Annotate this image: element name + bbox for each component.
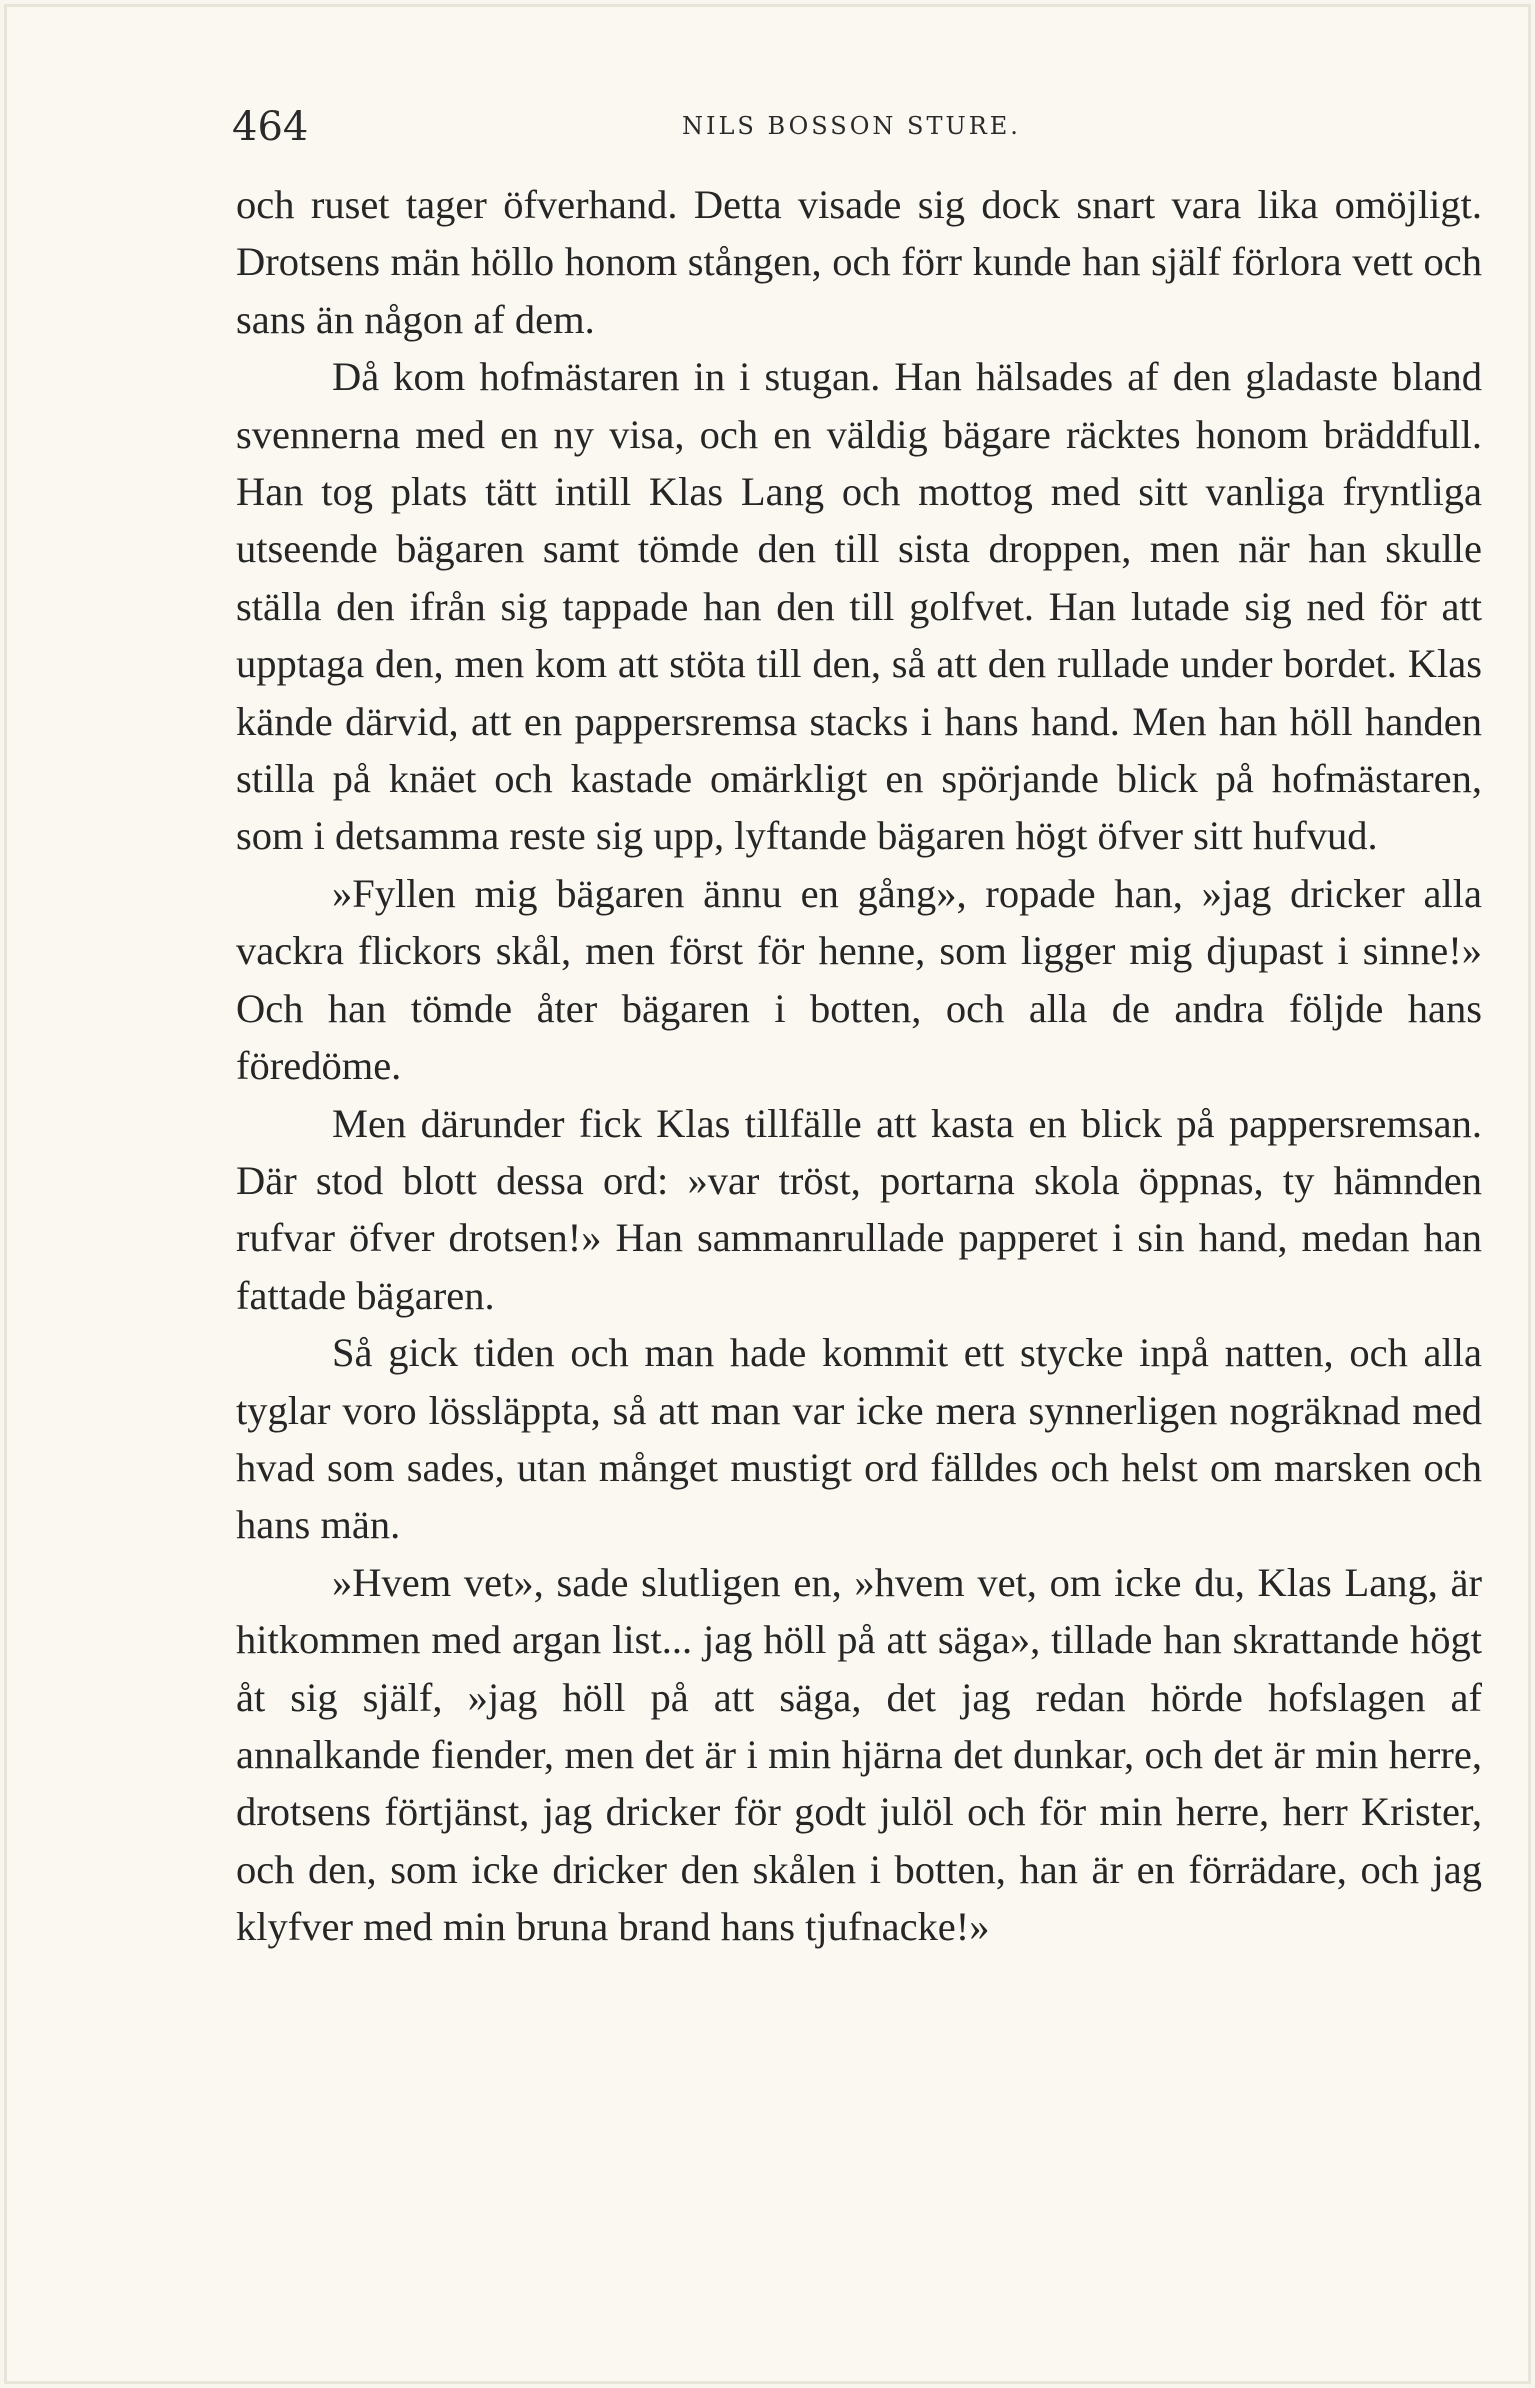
page-number: 464	[232, 104, 309, 150]
running-title: NILS BOSSON STURE.	[682, 112, 1021, 140]
paragraph: Då kom hofmästaren in i stugan. Han hälsades af den gladaste bland svennerna med en ny visa, och en väldig bägare räcktes honom bräddfull. Han tog plats tätt intill Klas Lang och mottog med sitt vanliga fryntliga utseende bägaren samt tömde den till sista droppen, men när han skulle ställa den ifrån sig tappade han den till golfvet. Han lutade sig ned för att upptaga den, men kom att stöta till den, så att den rullade under bordet. Klas kände därvid, att en pappersremsa stacks i hans hand. Men han höll handen stilla på knäet och kastade omärkligt en spörjande blick på hofmästaren, som i detsamma reste sig upp, lyftande bägaren högt öfver sitt hufvud.	[236, 354, 1482, 859]
paragraph: Men därunder fick Klas tillfälle att kasta en blick på pappersremsan. Där stod blott dessa ord: »var tröst, portarna skola öppnas, ty hämnden rufvar öfver drotsen!» Han sammanrullade papperet i sin hand, medan han fattade bägaren.	[236, 1100, 1482, 1318]
page-header	[232, 104, 1272, 164]
paragraph: »Fyllen mig bägaren ännu en gång», ropade han, »jag dricker alla vackra flickors skål, men först för henne, som ligger mig djupast i sinne!» Och han tömde åter bägaren i botten, och alla de andra följde hans föredöme.	[236, 870, 1482, 1089]
book-page	[4, 4, 1531, 2384]
paragraph: och ruset tager öfverhand. Detta visade sig dock snart vara lika omöjligt. Drotsens män höllo honom stången, och förr kunde han själf förlora vett och sans än någon af dem.	[236, 182, 1482, 342]
paragraph: »Hvem vet», sade slutligen en, »hvem vet, om icke du, Klas Lang, är hitkommen med argan list... jag höll på att säga», tillade han skrattande högt åt sig själf, »jag höll på att säga, det jag redan hörde hofslagen af annalkande fiender, men det är i min hjärna det dunkar, och det är min herre, drotsens förtjänst, jag dricker för godt julöl och för min herre, herr Krister, och den, som icke dricker den skålen i botten, han är en förrädare, och jag klyfver med min bruna brand hans tjufnacke!»	[236, 1559, 1482, 1950]
body-text	[236, 176, 1482, 1956]
paragraph: Så gick tiden och man hade kommit ett stycke inpå natten, och alla tyglar voro lössläppta, så att man var icke mera synnerligen nogräknad med hvad som sades, utan månget mustigt ord fälldes och helst om marsken och hans män.	[236, 1330, 1482, 1548]
